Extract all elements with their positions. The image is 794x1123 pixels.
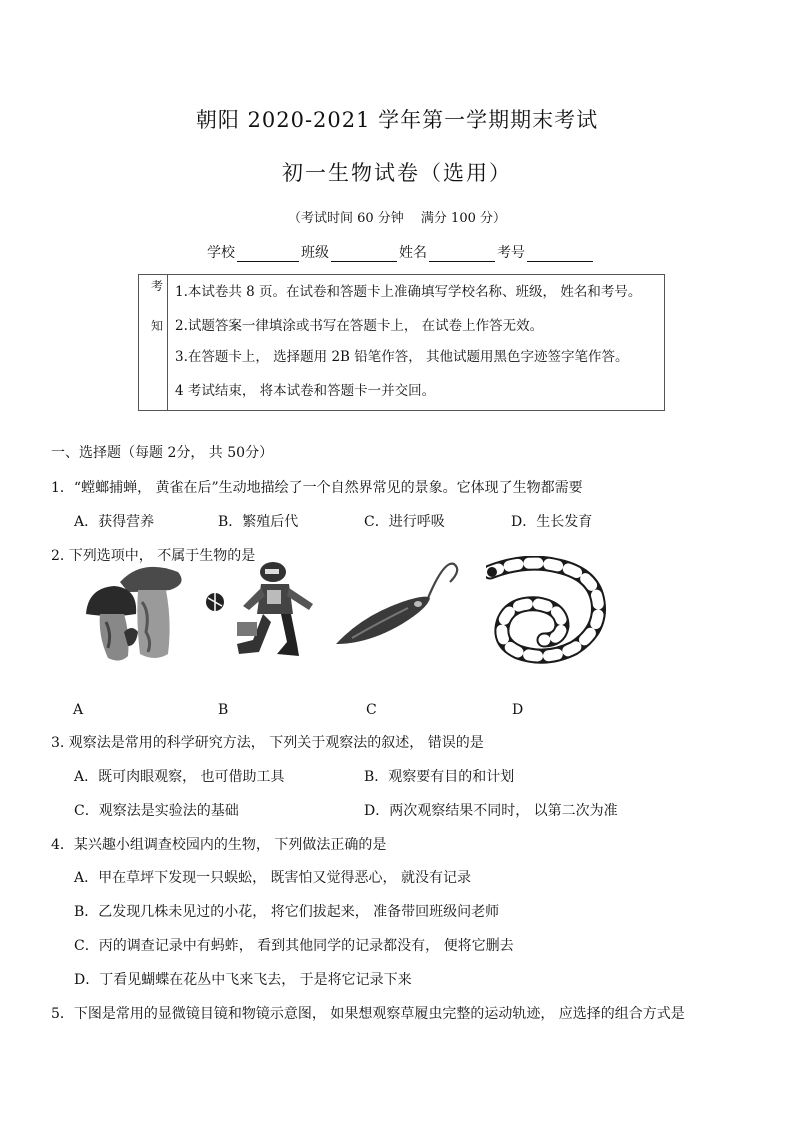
q1-option-b[interactable]: B．繁殖后代 — [218, 514, 299, 530]
notice-line-3: 3.在答题卡上， 选择题用 2B 铅笔作答， 其他试题用黑色字迹签字笔作答。 — [175, 349, 629, 365]
question-2-stem: 2. 下列选项中， 不属于生物的是 — [51, 548, 256, 564]
exam-title: 朝阳 2020-2021 学年第一学期期末考试 — [195, 108, 599, 132]
q2-label-b[interactable]: B — [218, 702, 229, 718]
q3-option-d[interactable]: D．两次观察结果不同时， 以第二次为准 — [364, 803, 618, 819]
question-1-stem: 1．“螳螂捕蝉， 黄雀在后”生动地描绘了一个自然界常见的景象。它体现了生物都需要 — [51, 480, 583, 496]
q2-label-d[interactable]: D — [512, 702, 524, 718]
question-3-stem: 3. 观察法是常用的科学研究方法， 下列关于观察法的叙述， 错误的是 — [51, 735, 484, 751]
exam-duration-score: （考试时间 60 分钟 满分 100 分） — [287, 211, 507, 226]
notice-line-1: 1.本试卷共 8 页。在试卷和答题卡上准确填写学校名称、班级， 姓名和考号。 — [175, 284, 642, 300]
q3-option-c[interactable]: C．观察法是实验法的基础 — [74, 803, 239, 819]
question-4-stem: 4．某兴趣小组调查校园内的生物， 下列做法正确的是 — [51, 837, 387, 853]
notice-side-char-1: 考 — [151, 279, 164, 293]
q2-label-c[interactable]: C — [366, 702, 377, 718]
q4-option-a[interactable]: A．甲在草坪下发现一只蜈蚣， 既害怕又觉得恶心， 就没有记录 — [74, 870, 472, 886]
notice-side-char-2: 知 — [151, 319, 164, 333]
q4-option-c[interactable]: C．丙的调查记录中有蚂蚱， 看到其他同学的记录都没有， 便将它删去 — [74, 938, 514, 954]
notice-side-label — [139, 275, 168, 410]
q4-option-d[interactable]: D．丁看见蝴蝶在花丛中飞来飞去， 于是将它记录下来 — [74, 972, 412, 988]
mushroom-icon[interactable] — [80, 562, 190, 666]
q3-option-b[interactable]: B．观察要有目的和计划 — [364, 769, 515, 785]
name-blank[interactable] — [429, 247, 495, 262]
q2-label-a[interactable]: A — [73, 702, 84, 718]
class-label: 班级 — [301, 245, 329, 261]
name-label: 姓名 — [399, 245, 427, 261]
school-blank[interactable] — [237, 247, 299, 262]
school-label: 学校 — [207, 245, 235, 261]
question-5-stem: 5．下图是常用的显微镜目镜和物镜示意图， 如果想观察草履虫完整的运动轨迹， 应选择的组合方式是 — [51, 1006, 685, 1022]
euglena-icon[interactable] — [332, 558, 464, 654]
exam-no-blank[interactable] — [527, 247, 593, 262]
q1-option-d[interactable]: D．生长发育 — [511, 514, 593, 530]
exam-no-label: 考号 — [497, 245, 525, 261]
q4-option-b[interactable]: B．乙发现几株未见过的小花， 将它们拔起来， 准备带回班级问老师 — [74, 904, 500, 920]
notice-line-2: 2.试题答案一律填涂或书写在答题卡上， 在试卷上作答无效。 — [175, 318, 544, 334]
q1-option-a[interactable]: A．获得营养 — [74, 514, 155, 530]
exam-notice-box — [138, 274, 665, 411]
snake-icon[interactable] — [486, 556, 611, 668]
student-info-row — [207, 242, 595, 262]
notice-line-4: 4 考试结束， 将本试卷和答题卡一并交回。 — [175, 383, 436, 399]
exam-subject-title: 初一生物试卷（选用） — [282, 161, 512, 185]
section-heading: 一、选择题（每题 2分， 共 50分） — [51, 445, 274, 461]
q1-option-c[interactable]: C．进行呼吸 — [364, 514, 445, 530]
robot-icon[interactable] — [203, 562, 323, 662]
class-blank[interactable] — [331, 247, 397, 262]
q3-option-a[interactable]: A．既可肉眼观察， 也可借助工具 — [74, 769, 285, 785]
